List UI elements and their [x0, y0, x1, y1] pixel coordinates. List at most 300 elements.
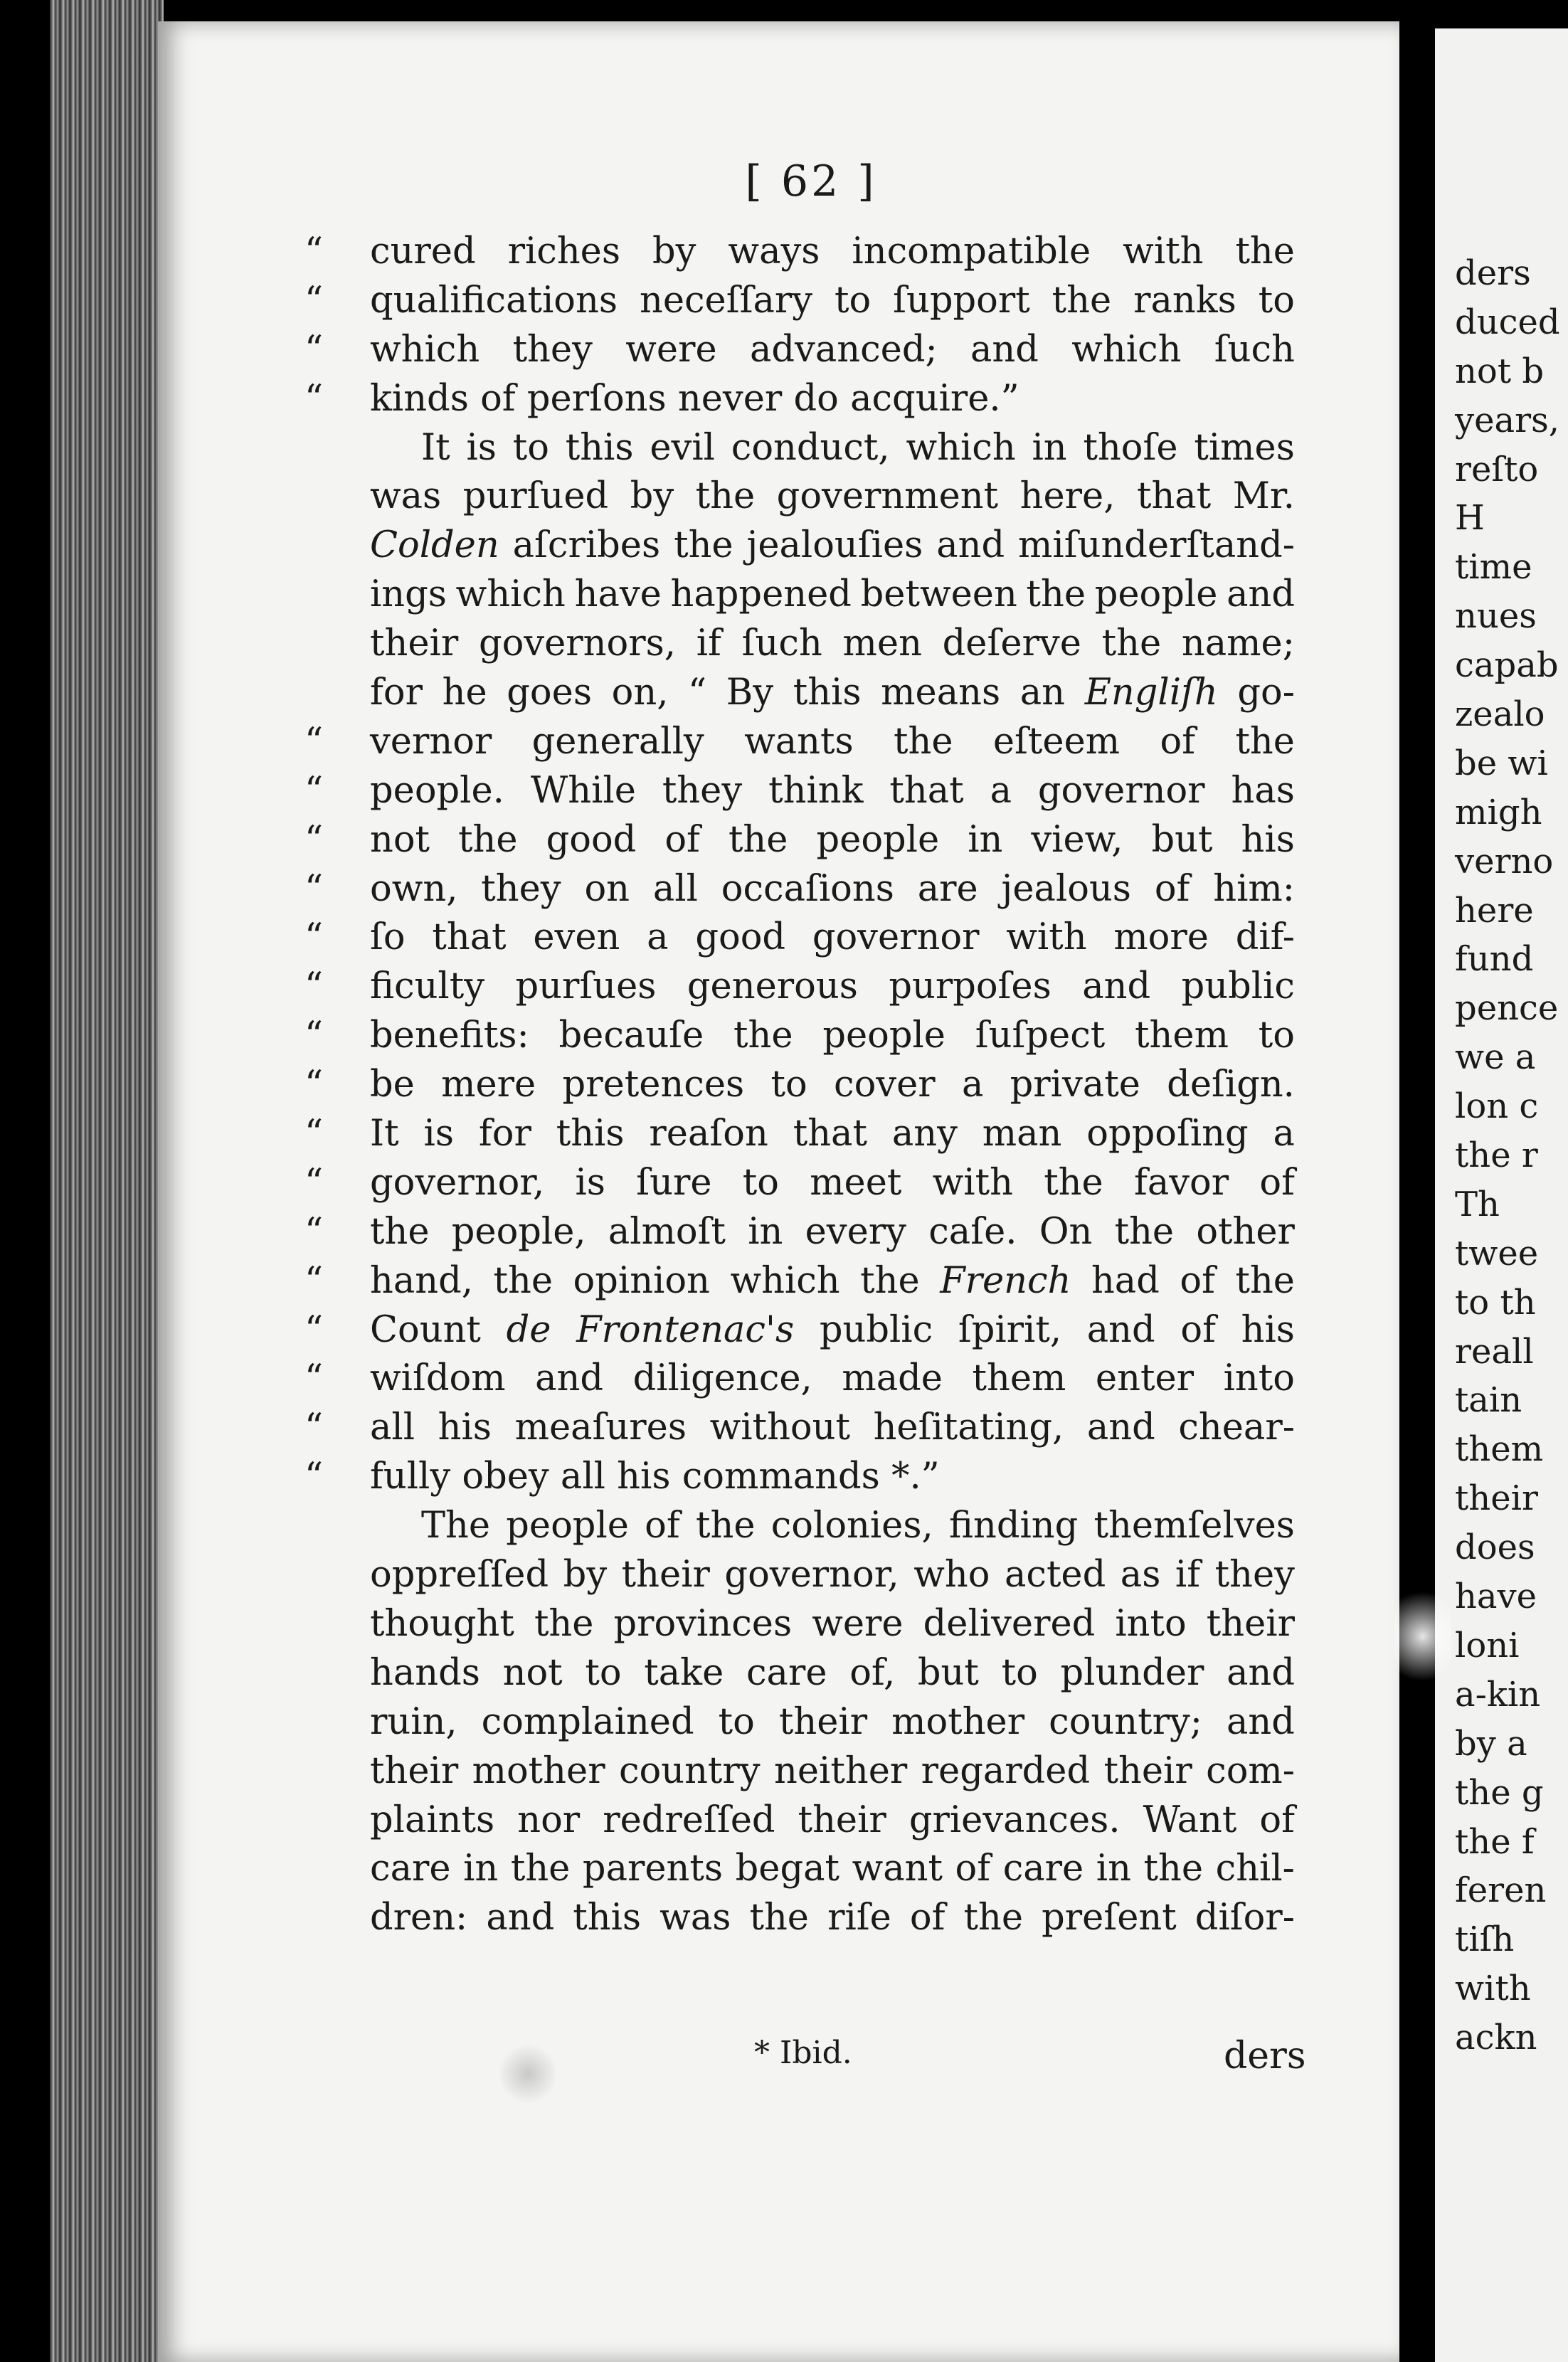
word: acted: [1004, 1554, 1106, 1596]
word: of: [1180, 1308, 1216, 1351]
word: Engliſh: [1084, 672, 1218, 714]
facing-page-line: the f: [1455, 1821, 1535, 1862]
word: “: [688, 672, 707, 714]
word: advanced;: [749, 328, 938, 371]
facing-page-line: be wi: [1455, 743, 1548, 783]
page-number: [ 62 ]: [745, 157, 877, 206]
text-line: [304, 718, 1295, 767]
word: with: [932, 1161, 1013, 1204]
word: deſerve: [942, 623, 1081, 665]
text-line: [370, 1698, 1295, 1747]
word: governor,: [370, 1161, 545, 1204]
word: ings: [370, 573, 447, 616]
word: had: [1091, 1259, 1160, 1302]
word: not: [502, 1651, 563, 1694]
word: to: [718, 1700, 755, 1743]
word: care: [370, 1848, 451, 1890]
word: and: [1082, 965, 1151, 1008]
text-line: [304, 326, 1295, 375]
text-line: [304, 1404, 1295, 1453]
text-line: [304, 277, 1295, 326]
facing-page-line: tiſh: [1455, 1919, 1515, 1960]
page-stain: [499, 2042, 556, 2106]
word: provinces: [613, 1602, 793, 1645]
word: a: [961, 1064, 984, 1106]
quotation-mark: “: [304, 916, 324, 959]
text-line: [370, 424, 1295, 473]
word: incompatible: [852, 231, 1091, 272]
word: of: [1160, 720, 1196, 763]
word: times: [1194, 426, 1295, 469]
word: people.: [370, 769, 504, 812]
text-line: [370, 1649, 1295, 1698]
word: The: [421, 1505, 491, 1547]
word: that: [889, 769, 964, 812]
facing-page-line: to th: [1455, 1282, 1536, 1323]
text-line: [370, 571, 1295, 620]
word: It: [421, 426, 450, 469]
word: for: [370, 672, 423, 714]
word: all: [652, 867, 698, 910]
word: men: [842, 623, 922, 665]
quotation-mark: “: [304, 818, 324, 861]
facing-page-line: does: [1455, 1527, 1535, 1568]
word: name;: [1181, 623, 1295, 665]
word: their: [370, 1749, 459, 1792]
word: happened: [670, 573, 852, 616]
word: purſues: [515, 965, 657, 1008]
word: Mr.: [1232, 475, 1295, 518]
text-line: [304, 913, 1295, 963]
word: kinds of perſons never do acquire.”: [370, 377, 1019, 420]
facing-page-line: the g: [1455, 1772, 1544, 1813]
word: ruin,: [370, 1700, 457, 1743]
word: riſe: [827, 1897, 891, 1939]
word: in: [1096, 1848, 1131, 1890]
word: plunder: [1060, 1651, 1204, 1694]
word: people: [1094, 573, 1218, 616]
word: occaſions: [721, 867, 894, 910]
word: into: [1115, 1602, 1187, 1645]
word: want: [852, 1848, 943, 1890]
facing-page-line: reſto: [1455, 449, 1539, 489]
word: ſuch: [741, 623, 822, 665]
word: favor: [1133, 1161, 1229, 1204]
word: their: [778, 1700, 868, 1743]
word: in: [463, 1848, 499, 1890]
facing-page-line: zealo: [1455, 694, 1545, 735]
facing-page-line: we a: [1455, 1037, 1536, 1078]
word: mere: [441, 1064, 536, 1106]
word: he: [442, 672, 487, 714]
word: them: [1135, 1015, 1229, 1057]
word: the: [695, 1505, 756, 1547]
text-line: [370, 521, 1295, 571]
quotation-mark: “: [304, 1407, 324, 1449]
quotation-mark: “: [304, 769, 324, 812]
word: colonies,: [770, 1505, 933, 1547]
word: take: [644, 1651, 724, 1694]
word: Colden: [370, 524, 499, 567]
word: goes: [507, 672, 592, 714]
word: all: [370, 1407, 415, 1449]
word: the: [493, 1259, 553, 1302]
word: caſe.: [928, 1210, 1017, 1253]
word: neceſſary: [639, 279, 813, 322]
word: people: [816, 818, 940, 861]
word: grievances.: [909, 1799, 1121, 1841]
word: were: [812, 1602, 904, 1645]
word: fully obey all his commands *.”: [370, 1456, 940, 1498]
word: a: [990, 769, 1012, 812]
word: riches: [507, 231, 621, 272]
word: man: [982, 1113, 1062, 1155]
word: the: [674, 524, 733, 567]
word: dif-: [1235, 916, 1295, 959]
word: care: [746, 1651, 827, 1694]
word: the: [1026, 573, 1086, 616]
word: has: [1231, 769, 1295, 812]
text-line: [370, 669, 1295, 718]
quotation-mark: “: [304, 1456, 324, 1498]
word: public: [1181, 965, 1295, 1008]
word: is: [423, 1113, 454, 1155]
word: deſign.: [1167, 1064, 1295, 1106]
word: opinion: [573, 1259, 710, 1302]
word: by: [652, 231, 696, 272]
word: people: [506, 1505, 629, 1547]
facing-page-line: tain: [1455, 1380, 1522, 1421]
text-line: [304, 963, 1295, 1012]
word: thoſe: [1083, 426, 1178, 469]
word: which: [1071, 328, 1182, 371]
facing-page-line: years,: [1455, 400, 1559, 440]
word: regarded: [921, 1749, 1091, 1792]
word: ſuch: [1214, 328, 1295, 371]
word: to: [742, 1161, 779, 1204]
word: On: [1039, 1210, 1093, 1253]
word: that: [432, 916, 507, 959]
word: more: [1113, 916, 1209, 959]
word: a: [1273, 1113, 1295, 1155]
facing-page-line: H: [1455, 498, 1485, 539]
word: governors,: [478, 623, 676, 665]
text-line: [370, 1502, 1295, 1551]
word: the: [894, 720, 953, 763]
word: for: [478, 1113, 531, 1155]
word: By: [726, 672, 774, 714]
word: wiſdom: [370, 1357, 506, 1400]
word: purſued: [462, 475, 609, 518]
word: care: [1002, 1848, 1084, 1890]
word: which: [370, 328, 480, 371]
word: was: [659, 1897, 731, 1939]
word: be: [370, 1064, 415, 1106]
word: the: [963, 1897, 1024, 1939]
word: pretences: [562, 1064, 745, 1106]
word: other: [1196, 1210, 1295, 1253]
facing-page-line: duced: [1455, 302, 1560, 342]
word: begat: [735, 1848, 840, 1890]
word: any: [891, 1113, 958, 1155]
facing-page-line: migh: [1455, 792, 1542, 832]
word: ſpirit,: [958, 1308, 1062, 1351]
word: the: [1114, 1210, 1175, 1253]
facing-page-line: time: [1455, 547, 1532, 588]
word: It: [370, 1113, 399, 1155]
word: generous: [687, 965, 858, 1008]
word: view,: [1031, 818, 1123, 861]
facing-page-line: them: [1455, 1429, 1544, 1470]
word: they: [481, 867, 561, 910]
word: hands: [370, 1651, 480, 1694]
word: which: [906, 426, 1016, 469]
word: own,: [370, 867, 458, 910]
word: governor,: [724, 1554, 899, 1596]
quotation-mark: “: [304, 328, 324, 371]
facing-page-line: their: [1455, 1478, 1538, 1519]
word: Want: [1143, 1799, 1237, 1841]
word: of,: [849, 1651, 896, 1694]
word: government: [776, 475, 999, 518]
word: made: [842, 1357, 943, 1400]
word: almoſt: [608, 1210, 726, 1253]
word: mother: [891, 1700, 1025, 1743]
word: becauſe: [558, 1015, 704, 1057]
word: his: [1241, 818, 1295, 861]
facing-page-line: lon c: [1455, 1086, 1539, 1127]
quotation-mark: “: [304, 1308, 324, 1351]
quotation-mark: “: [304, 1357, 324, 1400]
word: without: [709, 1407, 850, 1449]
word: French: [940, 1259, 1071, 1302]
word: means: [881, 672, 1001, 714]
word: chil-: [1215, 1848, 1295, 1890]
word: the: [749, 1897, 809, 1939]
word: themſelves: [1093, 1505, 1295, 1547]
word: of: [1259, 1161, 1295, 1204]
catchword: ders: [1224, 2035, 1306, 2077]
word: to: [1258, 279, 1295, 322]
word: wants: [744, 720, 854, 763]
word: and: [970, 328, 1039, 371]
word: neither: [774, 1749, 908, 1792]
facing-page-line: capab: [1455, 645, 1559, 686]
word: com-: [1206, 1749, 1295, 1792]
page-smudge: [1394, 1579, 1451, 1693]
word: country;: [1049, 1700, 1202, 1743]
word: every: [805, 1210, 906, 1253]
facing-page-line: reall: [1455, 1331, 1534, 1372]
word: the: [1101, 623, 1162, 665]
word: think: [768, 769, 864, 812]
text-line: [304, 767, 1295, 816]
word: with: [1006, 916, 1087, 959]
word: redreſſed: [603, 1799, 775, 1841]
word: ſo: [370, 916, 406, 959]
word: the: [458, 818, 518, 861]
word: vernor: [370, 720, 492, 763]
word: qualifications: [370, 279, 618, 322]
word: in: [1032, 426, 1067, 469]
word: they: [512, 328, 593, 371]
facing-page-line: have: [1455, 1577, 1537, 1617]
word: the: [1143, 1848, 1204, 1890]
word: evil: [650, 426, 715, 469]
word: delivered: [923, 1602, 1096, 1645]
word: the: [1044, 1161, 1103, 1204]
text-line: [370, 1600, 1295, 1649]
text-line: [370, 1845, 1295, 1894]
word: the: [1051, 279, 1112, 322]
word: preſent: [1042, 1897, 1177, 1939]
facing-page-line: fund: [1455, 939, 1534, 980]
word: conduct,: [731, 426, 890, 469]
word: by: [563, 1554, 608, 1596]
word: the: [733, 1015, 793, 1057]
word: meet: [810, 1161, 902, 1204]
word: into: [1223, 1357, 1295, 1400]
book-gutter: [1399, 0, 1435, 2362]
text-line: [304, 375, 1295, 424]
word: cover: [834, 1064, 936, 1106]
word: hand,: [370, 1259, 473, 1302]
word: this: [573, 1897, 642, 1939]
facing-page-line: here: [1455, 890, 1534, 931]
word: a: [647, 916, 669, 959]
text-line: [304, 1061, 1295, 1110]
text-line: [304, 1208, 1295, 1257]
word: their: [621, 1554, 710, 1596]
word: the: [860, 1259, 920, 1302]
word: but: [917, 1651, 979, 1694]
word: to: [835, 279, 872, 322]
word: and: [936, 524, 1005, 567]
word: thought: [370, 1602, 514, 1645]
word: that: [793, 1113, 867, 1155]
text-line: [304, 816, 1295, 865]
word: parents: [582, 1848, 724, 1890]
word: people,: [451, 1210, 586, 1253]
quotation-mark: “: [304, 720, 324, 763]
text-line: [304, 1110, 1295, 1159]
word: but: [1151, 818, 1213, 861]
quotation-mark: “: [304, 1161, 324, 1204]
word: private: [1010, 1064, 1140, 1106]
word: of: [1259, 1799, 1295, 1841]
word: ways: [728, 231, 820, 272]
facing-page-line: with: [1455, 1969, 1531, 2009]
word: is: [466, 426, 497, 469]
word: good: [546, 818, 637, 861]
word: oppoſing: [1086, 1113, 1249, 1155]
word: the: [695, 475, 756, 518]
text-line: [370, 1747, 1295, 1796]
word: aſcribes: [512, 524, 661, 567]
word: who: [913, 1554, 990, 1596]
text-line: [304, 1257, 1295, 1306]
word: the: [1235, 720, 1295, 763]
word: his: [1241, 1308, 1295, 1351]
text-line: [304, 1355, 1295, 1404]
facing-page-line: not b: [1455, 351, 1545, 391]
right-page: [1435, 28, 1568, 2362]
body-text: [304, 228, 1295, 1943]
word: generally: [531, 720, 704, 763]
word: Frontenac's: [576, 1308, 795, 1351]
word: While: [530, 769, 636, 812]
text-line: [370, 1894, 1295, 1943]
word: ſupport: [893, 279, 1030, 322]
word: an: [1019, 672, 1066, 714]
word: diligence,: [632, 1357, 812, 1400]
word: in: [748, 1210, 783, 1253]
word: in: [968, 818, 1003, 861]
facing-page-line: loni: [1455, 1625, 1520, 1665]
word: reaſon: [649, 1113, 768, 1155]
word: their: [370, 623, 459, 665]
word: governor: [812, 916, 980, 959]
word: their: [798, 1799, 886, 1841]
word: this: [556, 1113, 625, 1155]
word: and: [1227, 1700, 1295, 1743]
word: their: [1103, 1749, 1192, 1792]
word: meaſures: [514, 1407, 687, 1449]
word: diſor-: [1194, 1897, 1295, 1939]
word: good: [695, 916, 786, 959]
word: purpoſes: [889, 965, 1051, 1008]
word: miſunderſtand-: [1018, 524, 1295, 567]
word: of: [664, 818, 700, 861]
quotation-mark: “: [304, 965, 324, 1008]
word: this: [565, 426, 634, 469]
facing-page-line: twee: [1455, 1233, 1539, 1273]
word: of: [645, 1505, 680, 1547]
word: of: [955, 1848, 991, 1890]
word: benefits:: [370, 1015, 529, 1057]
word: their: [1206, 1602, 1295, 1645]
facing-page-line: verno: [1455, 841, 1554, 881]
word: oppreſſed: [370, 1554, 549, 1596]
facing-page-line: ackn: [1455, 2018, 1537, 2058]
text-line: [370, 1796, 1295, 1845]
word: the: [510, 1848, 571, 1890]
text-line: [304, 1012, 1295, 1061]
word: of: [1154, 867, 1190, 910]
word: of: [909, 1897, 945, 1939]
word: they: [662, 769, 743, 812]
word: chear-: [1178, 1407, 1295, 1449]
word: was: [370, 475, 442, 518]
word: with: [1123, 231, 1204, 272]
text-line: [370, 620, 1295, 669]
quotation-mark: “: [304, 1113, 324, 1155]
facing-page-line: by a: [1455, 1723, 1527, 1764]
word: them: [972, 1357, 1066, 1400]
word: is: [575, 1161, 605, 1204]
quotation-mark: “: [304, 1259, 324, 1302]
word: on: [584, 867, 630, 910]
word: dren:: [370, 1897, 468, 1939]
word: to: [512, 426, 549, 469]
word: and: [1227, 573, 1295, 616]
word: go-: [1237, 672, 1295, 714]
word: mother: [472, 1749, 605, 1792]
word: which: [730, 1259, 840, 1302]
page-edge-stack: [50, 0, 164, 2362]
word: if: [1175, 1554, 1201, 1596]
word: that: [1136, 475, 1212, 518]
